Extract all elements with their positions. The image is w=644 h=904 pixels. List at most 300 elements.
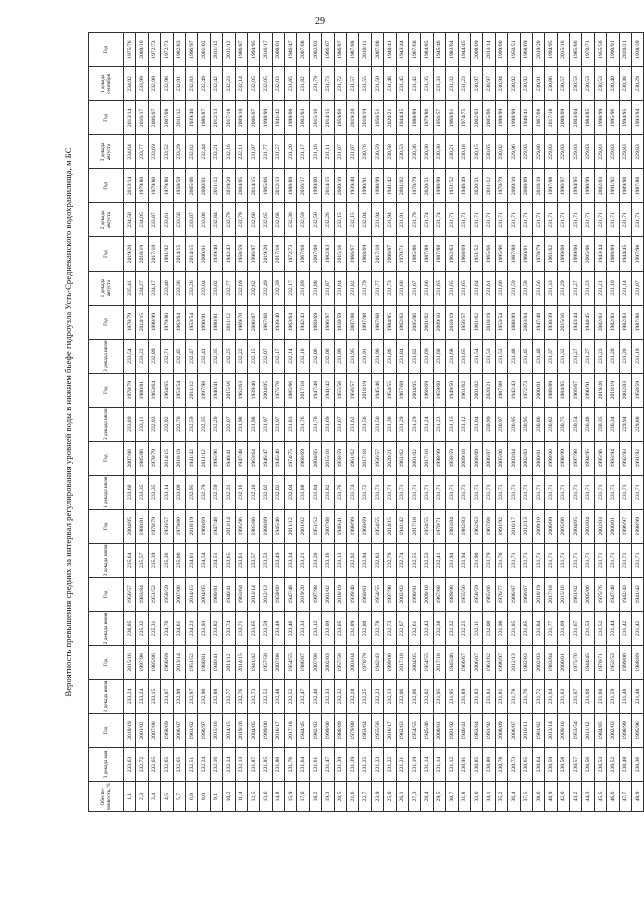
level-cell: 232,13: [384, 679, 396, 713]
level-cell: 231,83: [483, 679, 495, 713]
year-cell: 1963/64: [173, 305, 185, 339]
level-cell: 230,30: [421, 135, 433, 169]
level-cell: 233,93: [198, 611, 210, 645]
year-cell: 1941/42: [396, 509, 408, 543]
level-cell: 231,84: [334, 271, 346, 305]
year-cell: 1966/67: [458, 645, 470, 679]
table-row: [446, 33, 458, 812]
year-cell: 1957/58: [334, 645, 346, 679]
table-row: [520, 33, 532, 812]
level-cell: 233,12: [309, 611, 321, 645]
year-cell: 1941/42: [185, 441, 197, 475]
year-cell: 1984/85: [421, 33, 433, 67]
level-cell: 229,96: [508, 135, 520, 169]
year-cell: 2007/08: [272, 645, 284, 679]
year-cell: 1978/79: [359, 645, 371, 679]
year-cell: 2006/07: [508, 713, 520, 747]
level-cell: 231,73: [322, 67, 334, 101]
level-cell: 231,71: [594, 203, 606, 237]
level-cell: 231,61: [483, 271, 495, 305]
level-cell: 231,71: [619, 475, 631, 509]
year-cell: 2005/06: [185, 169, 197, 203]
year-cell: 2006/07: [483, 441, 495, 475]
level-cell: 231,15: [446, 407, 458, 441]
year-cell: 1951/52: [446, 169, 458, 203]
level-cell: 232,05: [247, 67, 259, 101]
year-cell: 2004/05: [309, 441, 321, 475]
level-cell: 229,83: [607, 135, 619, 169]
year-cell: 1988/89: [285, 169, 297, 203]
probability-cell: 47,7: [619, 782, 631, 812]
level-cell: 230,57: [570, 747, 582, 781]
level-cell: 232,25: [458, 611, 470, 645]
level-cell: 231,97: [247, 135, 259, 169]
column-header: Год: [89, 577, 124, 611]
year-cell: 1982/83: [607, 305, 619, 339]
year-cell: 1987/88: [495, 373, 507, 407]
year-cell: 2017/18: [148, 237, 160, 271]
probability-cell: 18,2: [309, 782, 321, 812]
level-cell: 231,98: [247, 407, 259, 441]
year-cell: 1995/96: [210, 441, 222, 475]
year-cell: 2000/01: [198, 237, 210, 271]
year-cell: 1999/00: [309, 169, 321, 203]
year-cell: 1996/97: [619, 509, 631, 543]
year-cell: 1986/87: [198, 101, 210, 135]
level-cell: 232,45: [173, 339, 185, 373]
year-cell: 1998/99: [495, 101, 507, 135]
table-row: [334, 33, 346, 812]
year-cell: 1979/80: [148, 169, 160, 203]
level-cell: 235,57: [136, 543, 148, 577]
level-cell: 232,23: [223, 67, 235, 101]
year-cell: 2010/11: [520, 713, 532, 747]
level-cell: 231,80: [272, 747, 284, 781]
level-cell: 231,57: [347, 67, 359, 101]
column-header: Год: [89, 305, 124, 339]
level-cell: 232,05: [260, 67, 272, 101]
year-cell: 1990/91: [359, 169, 371, 203]
level-cell: 232,78: [371, 611, 383, 645]
level-cell: 231,71: [520, 203, 532, 237]
year-cell: 1998/99: [433, 169, 445, 203]
level-cell: 233,04: [198, 271, 210, 305]
level-cell: 231,32: [446, 67, 458, 101]
probability-cell: 6,8: [185, 782, 197, 812]
year-cell: 1967/68: [532, 101, 544, 135]
probability-cell: 22,7: [359, 782, 371, 812]
level-cell: 232,22: [235, 339, 247, 373]
level-cell: 231,71: [557, 543, 569, 577]
level-cell: 231,84: [532, 611, 544, 645]
year-cell: 1991/92: [446, 713, 458, 747]
year-cell: 1983/84: [545, 645, 557, 679]
level-cell: 233,11: [136, 407, 148, 441]
year-cell: 2014/15: [173, 237, 185, 271]
year-cell: 1985/86: [408, 237, 420, 271]
year-cell: 1991/92: [632, 441, 644, 475]
year-cell: 2011/12: [223, 305, 235, 339]
year-cell: 1942/43: [297, 305, 309, 339]
level-cell: 231,65: [433, 271, 445, 305]
level-cell: 230,21: [446, 135, 458, 169]
year-cell: 1945/46: [421, 713, 433, 747]
level-cell: 234,17: [148, 271, 160, 305]
level-cell: 235,39: [148, 543, 160, 577]
table-row: [619, 33, 631, 812]
level-cell: 231,29: [408, 407, 420, 441]
level-cell: 230,52: [607, 747, 619, 781]
year-cell: 2017/18: [359, 441, 371, 475]
year-cell: 1980/81: [136, 509, 148, 543]
year-cell: 1963/64: [247, 441, 259, 475]
year-cell: 2017/18: [545, 101, 557, 135]
level-cell: 231,71: [582, 543, 594, 577]
level-cell: 231,12: [446, 747, 458, 781]
level-cell: 232,49: [198, 67, 210, 101]
level-cell: 234,54: [198, 543, 210, 577]
year-cell: 1998/99: [557, 441, 569, 475]
year-cell: 2015/16: [223, 373, 235, 407]
year-cell: 1953/54: [173, 373, 185, 407]
year-cell: 1946/47: [260, 441, 272, 475]
year-cell: 1959/60: [272, 577, 284, 611]
level-cell: 234,64: [124, 135, 136, 169]
year-cell: 1961/62: [396, 441, 408, 475]
year-cell: 2017/18: [545, 577, 557, 611]
level-cell: 232,73: [247, 679, 259, 713]
year-cell: 1997/98: [198, 373, 210, 407]
level-cell: 230,82: [545, 407, 557, 441]
level-cell: 231,71: [570, 475, 582, 509]
year-cell: 2003/04: [570, 101, 582, 135]
year-cell: 1938/39: [545, 305, 557, 339]
level-cell: 232,50: [309, 203, 321, 237]
level-cell: 231,20: [619, 339, 631, 373]
year-cell: 2006/07: [148, 101, 160, 135]
level-cell: 234,61: [173, 611, 185, 645]
year-cell: 1965/66: [260, 169, 272, 203]
level-cell: 232,10: [297, 339, 309, 373]
level-cell: 231,42: [632, 611, 644, 645]
level-cell: 231,81: [495, 679, 507, 713]
year-cell: 1988/89: [260, 509, 272, 543]
table-row: [124, 33, 136, 812]
year-cell: 1960/61: [520, 237, 532, 271]
level-cell: 232,30: [285, 203, 297, 237]
level-cell: 231,62: [347, 407, 359, 441]
level-cell: 232,04: [285, 475, 297, 509]
year-cell: 2018/19: [607, 373, 619, 407]
year-cell: 1987/88: [347, 33, 359, 67]
table-row: [557, 33, 569, 812]
level-cell: 230,91: [532, 67, 544, 101]
year-cell: 2015/16: [309, 101, 321, 135]
level-cell: 229,83: [557, 135, 569, 169]
level-cell: 232,16: [235, 475, 247, 509]
year-cell: 1960/61: [446, 101, 458, 135]
level-cell: 231,54: [470, 339, 482, 373]
year-cell: 2005/06: [582, 577, 594, 611]
year-cell: 1951/52: [470, 237, 482, 271]
level-cell: 233,61: [235, 543, 247, 577]
column-header: Год: [89, 373, 124, 407]
year-cell: 1978/79: [532, 237, 544, 271]
level-cell: 231,71: [483, 475, 495, 509]
level-cell: 231,29: [557, 271, 569, 305]
year-cell: 1978/79: [495, 169, 507, 203]
year-cell: 1997/98: [136, 645, 148, 679]
level-cell: 230,36: [632, 747, 644, 781]
year-cell: 1944/45: [582, 305, 594, 339]
level-cell: 231,91: [396, 203, 408, 237]
level-cell: 232,65: [161, 747, 173, 781]
level-cell: 230,53: [570, 67, 582, 101]
year-cell: 2001/02: [136, 713, 148, 747]
level-cell: 231,71: [446, 475, 458, 509]
level-cell: 232,68: [272, 203, 284, 237]
year-cell: 2006/07: [247, 305, 259, 339]
year-cell: 2002/03: [297, 101, 309, 135]
level-cell: 232,94: [359, 543, 371, 577]
year-cell: 1997/98: [632, 237, 644, 271]
year-cell: 1998/99: [594, 101, 606, 135]
level-cell: 232,79: [384, 543, 396, 577]
table-row: [545, 33, 557, 812]
level-cell: 231,12: [458, 407, 470, 441]
level-cell: 231,71: [408, 475, 420, 509]
year-cell: 1999/00: [545, 441, 557, 475]
probability-cell: 9,1: [210, 782, 222, 812]
year-cell: 2007/08: [347, 305, 359, 339]
year-cell: 1983/84: [136, 577, 148, 611]
year-cell: 2018/19: [359, 373, 371, 407]
level-cell: 232,11: [470, 611, 482, 645]
year-cell: 1939/40: [247, 373, 259, 407]
year-cell: 1945/46: [272, 509, 284, 543]
year-cell: 1997/98: [309, 577, 321, 611]
level-cell: 232,06: [309, 339, 321, 373]
level-cell: 234,27: [136, 271, 148, 305]
year-cell: 1941/42: [272, 101, 284, 135]
table-row: [309, 33, 321, 812]
year-cell: 1963/64: [235, 577, 247, 611]
level-cell: 232,06: [396, 679, 408, 713]
level-cell: 231,11: [322, 135, 334, 169]
year-cell: 2011/12: [185, 373, 197, 407]
level-cell: 231,71: [470, 475, 482, 509]
year-cell: 1986/87: [508, 577, 520, 611]
column-header: 1 декада августа: [89, 271, 124, 305]
year-cell: 1970/71: [396, 237, 408, 271]
level-cell: 232,90: [198, 679, 210, 713]
level-cell: 232,49: [260, 271, 272, 305]
level-cell: 231,71: [458, 203, 470, 237]
level-cell: 231,33: [433, 67, 445, 101]
year-cell: 2009/10: [532, 509, 544, 543]
year-cell: 2013/14: [545, 713, 557, 747]
year-cell: 2016/17: [260, 33, 272, 67]
year-cell: 1962/63: [396, 713, 408, 747]
year-cell: 1968/69: [359, 237, 371, 271]
year-cell: 2009/10: [433, 305, 445, 339]
level-cell: 233,34: [285, 543, 297, 577]
year-cell: 1979/80: [421, 101, 433, 135]
level-cell: 232,59: [297, 203, 309, 237]
level-cell: 232,72: [136, 747, 148, 781]
level-cell: 231,71: [619, 203, 631, 237]
year-cell: 1945/46: [272, 441, 284, 475]
year-cell: 2004/05: [408, 645, 420, 679]
year-cell: 1991/92: [161, 237, 173, 271]
level-cell: 233,77: [136, 135, 148, 169]
year-cell: 1941/42: [322, 373, 334, 407]
year-cell: 2008/09: [470, 441, 482, 475]
year-cell: 2019/20: [124, 237, 136, 271]
table-row: [632, 33, 644, 812]
year-cell: 1965/66: [483, 237, 495, 271]
year-cell: 1956/57: [347, 373, 359, 407]
year-cell: 1998/99: [148, 305, 160, 339]
probability-cell: 1,1: [124, 782, 136, 812]
year-cell: 1987/88: [421, 237, 433, 271]
table-row: [384, 33, 396, 812]
level-cell: 231,77: [260, 135, 272, 169]
level-cell: 233,49: [272, 543, 284, 577]
level-cell: 231,44: [607, 611, 619, 645]
level-cell: 232,92: [347, 543, 359, 577]
level-cell: 232,62: [185, 135, 197, 169]
year-cell: 1958/59: [446, 441, 458, 475]
level-cell: 231,84: [396, 339, 408, 373]
level-cell: 231,23: [371, 747, 383, 781]
year-cell: 2003/04: [347, 645, 359, 679]
year-cell: 2011/12: [198, 441, 210, 475]
level-cell: 232,14: [285, 339, 297, 373]
year-cell: 1995/96: [235, 509, 247, 543]
year-cell: 2002/03: [309, 33, 321, 67]
level-cell: 231,72: [532, 679, 544, 713]
probability-cell: 31,8: [458, 782, 470, 812]
level-cell: 230,36: [408, 135, 420, 169]
level-cell: 233,36: [173, 271, 185, 305]
year-cell: 2017/18: [371, 237, 383, 271]
level-cell: 233,65: [247, 611, 259, 645]
year-cell: 2009/10: [136, 33, 148, 67]
year-cell: 2004/05: [247, 713, 259, 747]
year-cell: 1941/42: [384, 169, 396, 203]
level-cell: 231,67: [334, 407, 346, 441]
year-cell: 2002/03: [520, 441, 532, 475]
year-cell: 1966/67: [570, 373, 582, 407]
level-cell: 231,10: [607, 271, 619, 305]
level-cell: 232,41: [433, 543, 445, 577]
year-cell: 1994/95: [247, 33, 259, 67]
level-cell: 231,68: [446, 339, 458, 373]
level-cell: 233,53: [260, 543, 272, 577]
level-cell: 232,15: [334, 203, 346, 237]
level-cell: 231,14: [421, 747, 433, 781]
probability-cell: 21,6: [347, 782, 359, 812]
year-cell: 2015/16: [334, 237, 346, 271]
level-cell: 229,88: [532, 135, 544, 169]
level-cell: 232,79: [235, 203, 247, 237]
year-cell: 2004/05: [198, 577, 210, 611]
level-cell: 231,39: [347, 747, 359, 781]
level-cell: 232,79: [223, 203, 235, 237]
year-cell: 1940/41: [223, 441, 235, 475]
year-cell: 2015/16: [322, 441, 334, 475]
level-cell: 232,24: [198, 747, 210, 781]
level-cell: 231,23: [458, 67, 470, 101]
year-cell: 2018/19: [446, 305, 458, 339]
year-cell: 1940/41: [223, 577, 235, 611]
level-cell: 231,59: [607, 679, 619, 713]
level-cell: 232,02: [260, 475, 272, 509]
year-cell: 1981/82: [532, 713, 544, 747]
year-cell: 1958/59: [235, 237, 247, 271]
level-cell: 231,77: [545, 611, 557, 645]
level-cell: 233,48: [272, 611, 284, 645]
level-cell: 233,61: [161, 203, 173, 237]
year-cell: 2011/12: [582, 713, 594, 747]
year-cell: 1954/55: [371, 577, 383, 611]
year-cell: 2007/08: [297, 33, 309, 67]
level-cell: 233,22: [136, 339, 148, 373]
year-cell: 2019/20: [594, 373, 606, 407]
column-header: 3 декада августа: [89, 135, 124, 169]
year-cell: 2011/12: [223, 645, 235, 679]
probability-cell: 13,6: [260, 782, 272, 812]
level-cell: 232,31: [223, 475, 235, 509]
year-cell: 1990/91: [582, 373, 594, 407]
year-cell: 1995/96: [632, 713, 644, 747]
level-cell: 231,55: [359, 67, 371, 101]
level-cell: 231,71: [570, 203, 582, 237]
level-cell: 231,69: [322, 407, 334, 441]
level-cell: 231,64: [297, 747, 309, 781]
level-cell: 232,06: [408, 679, 420, 713]
column-header-probability: Обеспе-ченность, %: [89, 782, 124, 812]
level-cell: 234,70: [161, 611, 173, 645]
table-row: [396, 33, 408, 812]
year-cell: 1938/39: [632, 33, 644, 67]
level-cell: 232,25: [359, 679, 371, 713]
year-cell: 1942/43: [371, 645, 383, 679]
level-cell: 231,71: [570, 543, 582, 577]
year-cell: 1988/89: [632, 645, 644, 679]
year-cell: 1998/99: [371, 169, 383, 203]
level-cell: 231,70: [309, 407, 321, 441]
table-container: [88, 32, 644, 812]
level-cell: 231,69: [557, 611, 569, 645]
level-cell: 231,47: [322, 747, 334, 781]
year-cell: 2011/12: [210, 33, 222, 67]
level-cell: 231,78: [508, 679, 520, 713]
page-number: 29: [315, 16, 325, 27]
level-cell: 231,74: [347, 475, 359, 509]
year-cell: 1940/41: [210, 373, 222, 407]
year-cell: 2000/01: [433, 713, 445, 747]
year-cell: 2005/06: [408, 305, 420, 339]
level-cell: 231,82: [322, 475, 334, 509]
year-cell: 2003/04: [582, 509, 594, 543]
level-cell: 230,95: [508, 407, 520, 441]
level-cell: 233,13: [334, 543, 346, 577]
level-cell: 231,61: [309, 747, 321, 781]
level-cell: 231,83: [285, 407, 297, 441]
level-cell: 230,58: [384, 135, 396, 169]
